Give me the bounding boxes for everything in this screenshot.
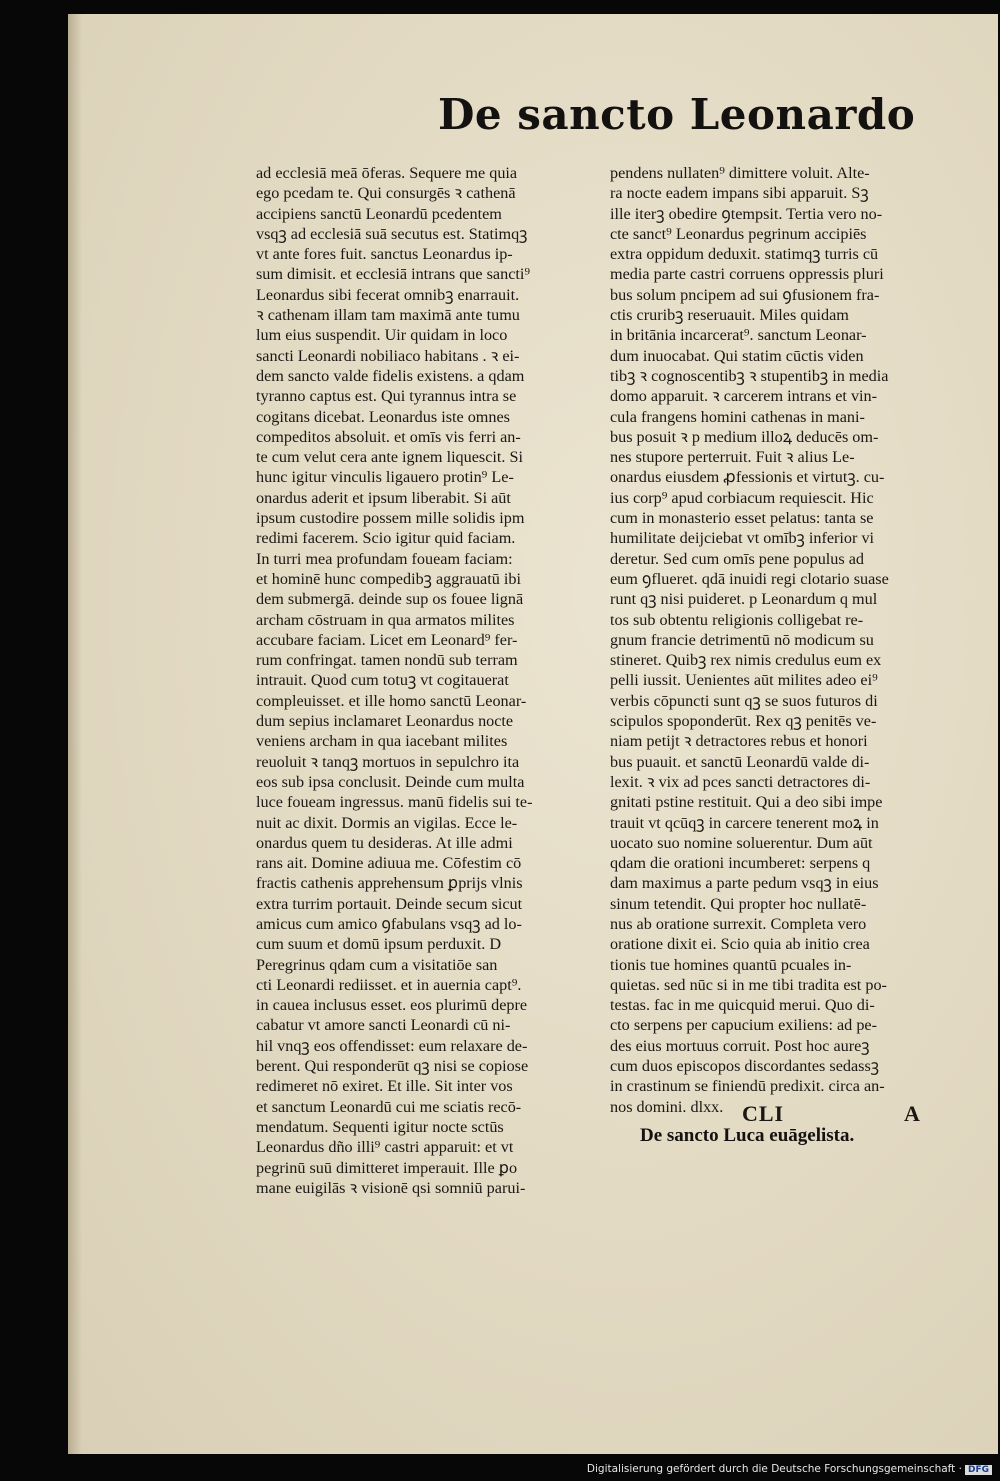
left-column-line: In turri mea profundam foueam faciam: bbox=[256, 549, 513, 568]
left-column-line: tyranno captus est. Qui tyrannus intra se bbox=[256, 387, 517, 406]
left-column-line: in cauea inclusus esset. eos plurimū depre bbox=[256, 996, 528, 1015]
left-column-line: hil vnqꝫ eos offendisset: eum relaxare de- bbox=[256, 1036, 528, 1055]
right-column-line: oratione dixit ei. Scio quia ab initio crea bbox=[610, 935, 870, 954]
left-column-line: mane euigilās ꝛ visionē qsi somniū parui- bbox=[256, 1178, 526, 1197]
left-column-line: intrauit. Quod cum totuꝫ vt cogitauerat bbox=[256, 671, 509, 690]
right-column-line: des eius mortuus corruit. Post hoc aureꝫ bbox=[610, 1036, 870, 1055]
left-column-line: sum dimisit. et ecclesiā intrans que sancti⁹ bbox=[256, 265, 531, 284]
left-column-line: redimi facerem. Scio igitur quid faciam. bbox=[256, 529, 516, 548]
left-column-line: onardus quem tu desideras. At ille admi bbox=[256, 833, 513, 852]
right-column-line: domo apparuit. ꝛ carcerem intrans et vin- bbox=[610, 387, 878, 406]
right-column-line: lexit. ꝛ vix ad pces sancti detractores di- bbox=[610, 772, 871, 791]
right-column-line: media parte castri corruens oppressis pluri bbox=[610, 265, 884, 284]
left-column-line: eos sub ipsa conclusit. Deinde cum multa bbox=[256, 772, 525, 791]
left-column-line: sancti Leonardi nobiliaco habitans . ꝛ ei- bbox=[256, 346, 520, 365]
right-column-line: cum duos episcopos discordantes sedassꝫ bbox=[610, 1057, 880, 1076]
left-column-line: et hominē hunc compedibꝫ aggrauatū ibi bbox=[256, 569, 521, 588]
left-column-line: dem sancto valde fidelis existens. a qdam bbox=[256, 366, 525, 385]
dfg-logo-badge: DFG bbox=[965, 1465, 992, 1475]
left-column-line: nuit ac dixit. Dormis an vigilas. Ecce le- bbox=[256, 813, 518, 832]
right-column-line: gnitati pstine restituit. Qui a deo sibi impe bbox=[610, 793, 883, 812]
right-column-line: bus solum pncipem ad sui ꝯfusionem fra- bbox=[610, 285, 880, 304]
right-column-line: dam maximus a parte pedum vsqꝫ in eius bbox=[610, 874, 879, 893]
left-column-line: ꝛ cathenam illam tam maximā ante tumu bbox=[256, 306, 520, 325]
right-column-line: cto serpens per capucium exiliens: ad pe- bbox=[610, 1016, 877, 1035]
right-column-line: verbis cōpuncti sunt qꝫ se suos futuros di bbox=[610, 691, 878, 710]
left-column-line: dem submergā. deinde sup os fouee lignā bbox=[256, 590, 524, 609]
right-column-line: bus posuit ꝛ p medium illoꝝ deducēs om- bbox=[610, 427, 879, 446]
left-column-line: accubare faciam. Licet em Leonard⁹ fer- bbox=[256, 630, 518, 649]
right-column-line: qdam die orationi incumberet: serpens q bbox=[610, 854, 871, 873]
left-column-line: pegrinū suū dimitteret imperauit. Ille ꝑo bbox=[256, 1158, 518, 1177]
left-column-line: onardus aderit et ipsum liberabit. Si aūt bbox=[256, 488, 511, 507]
right-column-line: testas. fac in me quicquid merui. Quo di- bbox=[610, 996, 875, 1015]
left-column-line: luce foueam ingressus. manū fidelis sui te- bbox=[256, 793, 533, 812]
right-column-line: tos sub obtentu religionis colligebat re- bbox=[610, 610, 864, 629]
page-gutter-shadow bbox=[68, 14, 82, 1454]
right-column-line: pendens nullaten⁹ dimittere voluit. Alte- bbox=[610, 164, 870, 182]
right-column-line: ra nocte eadem impans sibi apparuit. Sꝫ bbox=[610, 184, 869, 203]
left-column-line: ego pcedam te. Qui consurgēs ꝛ cathenā bbox=[256, 184, 516, 203]
right-column-line: ctis cruribꝫ reseruauit. Miles quidam bbox=[610, 306, 849, 325]
right-column-line: in crastinum se finiendū predixit. circa an- bbox=[610, 1077, 885, 1096]
left-column-line: dum sepius inclamaret Leonardus nocte bbox=[256, 712, 514, 731]
right-column-line: gnum francie detrimentū nō modicum su bbox=[610, 630, 874, 649]
left-column-line: accipiens sanctū Leonardū pcedentem bbox=[256, 204, 502, 223]
left-column-line: amicus cum amico ꝯfabulans vsqꝫ ad lo- bbox=[256, 914, 522, 933]
right-text-column bbox=[610, 163, 940, 1117]
right-column-line: uocato suo nomine soluerentur. Dum aūt bbox=[610, 833, 873, 852]
left-column-line: mendatum. Sequenti igitur nocte sctūs bbox=[256, 1117, 504, 1136]
left-column-line: te cum velut cera ante ignem liquescit. Si bbox=[256, 448, 524, 467]
left-column-line: ad ecclesiā meā ōferas. Sequere me quia bbox=[256, 164, 518, 182]
left-column-line: Leonardus dño illi⁹ castri apparuit: et vt bbox=[256, 1138, 514, 1157]
right-column-line: scipulos spoponderūt. Rex qꝫ penitēs ve- bbox=[610, 712, 877, 731]
right-column-line: onardus eiusdem ꝓfessionis et virtutꝫ. cu- bbox=[610, 468, 885, 487]
chapter-section-letter: A bbox=[904, 1101, 920, 1126]
right-column-line: bus puauit. et sanctū Leonardū valde di- bbox=[610, 752, 870, 771]
right-column-line: nes stupore perterruit. Fuit ꝛ alius Le- bbox=[610, 448, 855, 467]
left-column-line: rum confringat. tamen nondū sub terram bbox=[256, 651, 518, 670]
left-column-line: extra turrim portauit. Deinde secum sicut bbox=[256, 894, 523, 913]
right-column-line: ille iterꝫ obedire ꝯtempsit. Tertia vero no- bbox=[610, 204, 883, 223]
right-column-line: ius corp⁹ apud corbiacum requiescit. Hic bbox=[610, 488, 874, 507]
left-column-line: rans ait. Domine adiuua me. Cōfestim cō bbox=[256, 854, 522, 873]
right-column-line: extra oppidum deduxit. statimqꝫ turris cū bbox=[610, 245, 879, 264]
left-column-line: vsqꝫ ad ecclesiā suā secutus est. Statimqꝫ bbox=[256, 224, 528, 243]
left-column-line: Leonardus sibi fecerat omnibꝫ enarrauit. bbox=[256, 285, 520, 304]
right-column-line: deretur. Sed cum omīs pene populus ad bbox=[610, 549, 865, 568]
left-column-line: compeditos absoluit. et omīs vis ferri an- bbox=[256, 427, 521, 446]
left-column-line: fractis cathenis apprehensum ꝑprijs vlnis bbox=[256, 874, 523, 893]
left-column-line: redimeret nō exiret. Et ille. Sit inter vos bbox=[256, 1077, 513, 1096]
chapter-heading: De sancto Luca euāgelista. bbox=[640, 1125, 855, 1146]
left-column-line: cti Leonardi rediisset. et in auernia capt⁹. bbox=[256, 975, 522, 994]
right-column-line: humilitate deijciebat vt omībꝫ inferior vi bbox=[610, 529, 875, 548]
left-column-line: compleuisset. et ille homo sanctū Leonar- bbox=[256, 691, 527, 710]
right-column-line: tibꝫ ꝛ cognoscentibꝫ ꝛ stupentibꝫ in media bbox=[610, 366, 889, 385]
right-column-line: cum in monasterio esset pelatus: tanta se bbox=[610, 509, 874, 528]
left-column-line: ipsum custodire possem mille solidis ipm bbox=[256, 509, 525, 528]
left-column-line: cum suum et domū ipsum perduxit. D bbox=[256, 935, 502, 954]
right-column-line: quietas. sed nūc si in me tibi tradita est po- bbox=[610, 975, 887, 994]
right-column-line: runt qꝫ nisi puideret. p Leonardum q mul bbox=[610, 590, 878, 609]
left-column-line: vt ante fores fuit. sanctus Leonardus ip- bbox=[256, 245, 513, 264]
right-column-line: sinum tetendit. Qui propter hoc nullatē- bbox=[610, 894, 867, 913]
right-column-line: niam petijt ꝛ detractores rebus et honori bbox=[610, 732, 868, 751]
left-column-line: reuoluit ꝛ tanqꝫ mortuos in sepulchro ita bbox=[256, 752, 520, 771]
left-text-column bbox=[256, 163, 586, 1198]
right-column-line: cula frangens homini cathenas in mani- bbox=[610, 407, 865, 426]
right-column-line: nus ab oratione surrexit. Completa vero bbox=[610, 914, 867, 933]
left-column-line: berent. Qui responderūt qꝫ nisi se copiose bbox=[256, 1057, 529, 1076]
running-title: De sancto Leonardo bbox=[438, 90, 916, 139]
right-column-line: cte sanct⁹ Leonardus pegrinum accipiēs bbox=[610, 224, 867, 243]
left-column-line: Peregrinus qdam cum a visitatiōe san bbox=[256, 955, 498, 974]
left-column-line: cabatur vt amore sancti Leonardi cū ni- bbox=[256, 1016, 511, 1035]
footer-text: Digitalisierung gefördert durch die Deutsche Forschungsgemeinschaft · bbox=[586, 1463, 962, 1475]
left-column-line: archam cōstruam in qua armatos milites bbox=[256, 610, 515, 629]
digitization-footer bbox=[587, 1463, 992, 1475]
right-column-line: eum ꝯflueret. qdā inuidi regi clotario suase bbox=[610, 569, 889, 588]
right-column-line: in britānia incarcerat⁹. sanctum Leonar- bbox=[610, 326, 867, 345]
left-column-line: lum eius suspendit. Uir quidam in loco bbox=[256, 326, 508, 345]
right-column-line: stineret. Quibꝫ rex nimis credulus eum ex bbox=[610, 651, 882, 670]
right-column-line: trauit vt qcūqꝫ in carcere tenerent moꝝ in bbox=[610, 813, 879, 832]
right-column-line: nos domini. dlxx. bbox=[610, 1097, 724, 1116]
left-column-line: et sanctum Leonardū cui me sciatis recō- bbox=[256, 1097, 522, 1116]
left-column-line: cogitans dicebat. Leonardus iste omnes bbox=[256, 407, 510, 426]
left-column-line: hunc igitur vinculis ligauero protin⁹ Le- bbox=[256, 468, 514, 487]
right-column-line: dum inuocabat. Qui statim cūctis viden bbox=[610, 346, 864, 365]
chapter-number: CLI bbox=[742, 1101, 785, 1126]
left-column-line: veniens archam in qua iacebant milites bbox=[256, 732, 508, 751]
right-column-line: pelli iussit. Uenientes aūt milites adeo ei⁹ bbox=[610, 671, 878, 690]
right-column-line: tionis tue homines quantū pcuales in- bbox=[610, 955, 852, 974]
